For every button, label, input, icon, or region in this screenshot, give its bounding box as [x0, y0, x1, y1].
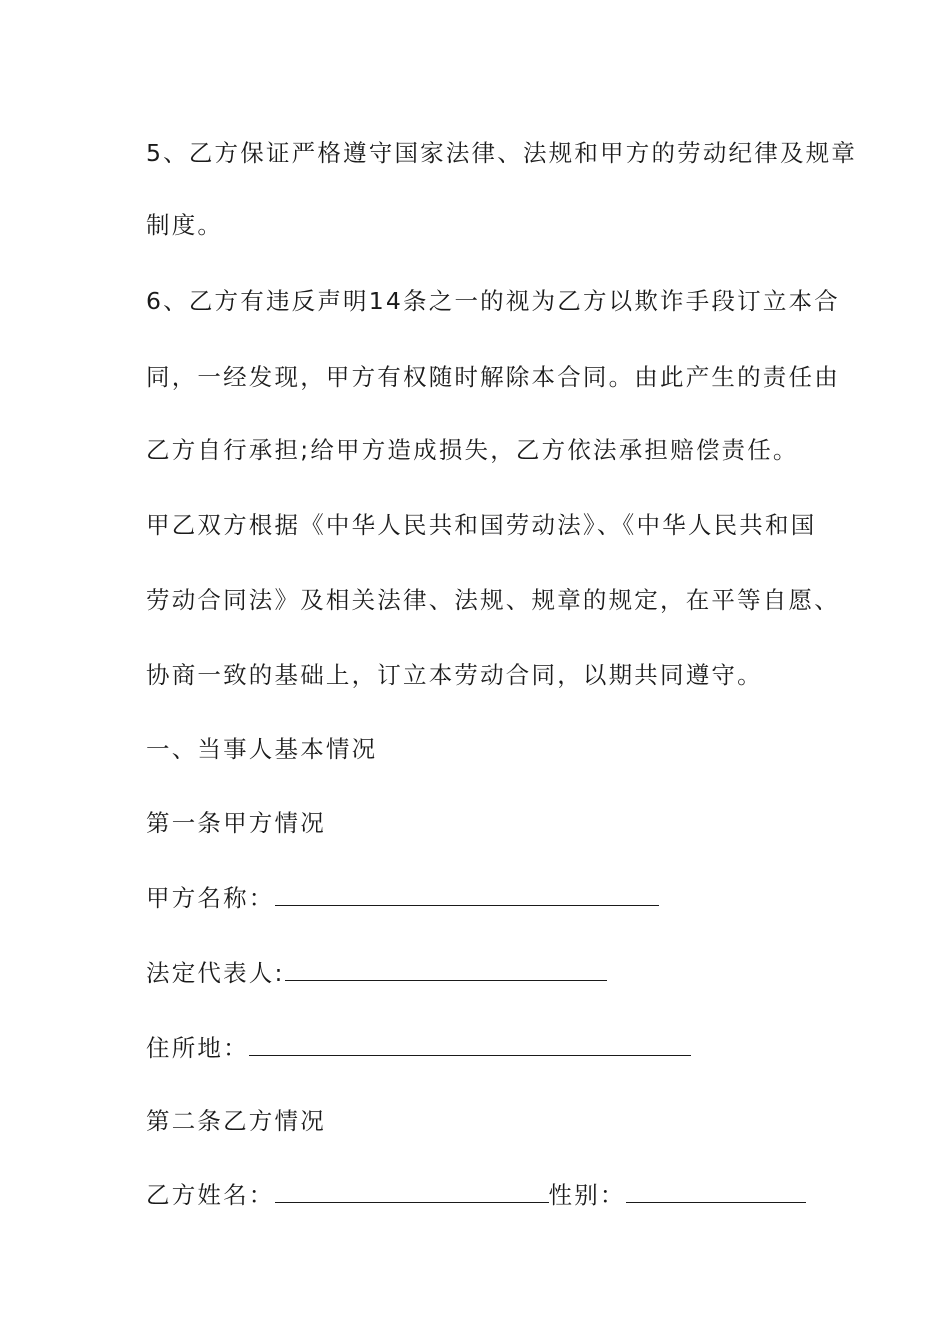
article-1-heading: 第一条甲方情况 [146, 809, 326, 837]
gender-blank [626, 1184, 806, 1203]
article-2-heading: 第二条乙方情况 [146, 1107, 326, 1135]
address-row [146, 1034, 691, 1062]
legal-rep-blank [285, 962, 607, 981]
party-b-row [146, 1181, 806, 1209]
party-b-name-blank [275, 1184, 549, 1203]
address-blank [249, 1037, 691, 1056]
preamble-line-1: 甲乙双方根据《中华人民共和国劳动法》、《中华人民共和国 [146, 511, 817, 539]
clause-5-line-1: 5、乙方保证严格遵守国家法律、法规和甲方的劳动纪律及规章 [146, 139, 858, 167]
party-a-name-label: 甲方名称： [146, 884, 275, 912]
legal-rep-row [146, 959, 607, 987]
preamble-line-3: 协商一致的基础上，订立本劳动合同，以期共同遵守。 [146, 661, 763, 689]
section-heading: 一、当事人基本情况 [146, 735, 378, 763]
clause-6-line-3: 乙方自行承担;给甲方造成损失，乙方依法承担赔偿责任。 [146, 436, 799, 464]
clause-6-line-1: 6、乙方有违反声明14条之一的视为乙方以欺诈手段订立本合 [146, 287, 840, 315]
gender-label: 性别： [548, 1181, 626, 1209]
party-a-name-blank [275, 887, 659, 906]
preamble-line-2: 劳动合同法》及相关法律、法规、规章的规定，在平等自愿、 [146, 586, 840, 614]
clause-6-line-2: 同，一经发现，甲方有权随时解除本合同。由此产生的责任由 [146, 363, 840, 391]
clause-5-line-2: 制度。 [146, 211, 224, 239]
party-a-name-row [146, 884, 659, 912]
address-label: 住所地： [146, 1034, 249, 1062]
party-b-name-label: 乙方姓名： [146, 1181, 275, 1209]
legal-rep-label: 法定代表人: [146, 959, 285, 987]
